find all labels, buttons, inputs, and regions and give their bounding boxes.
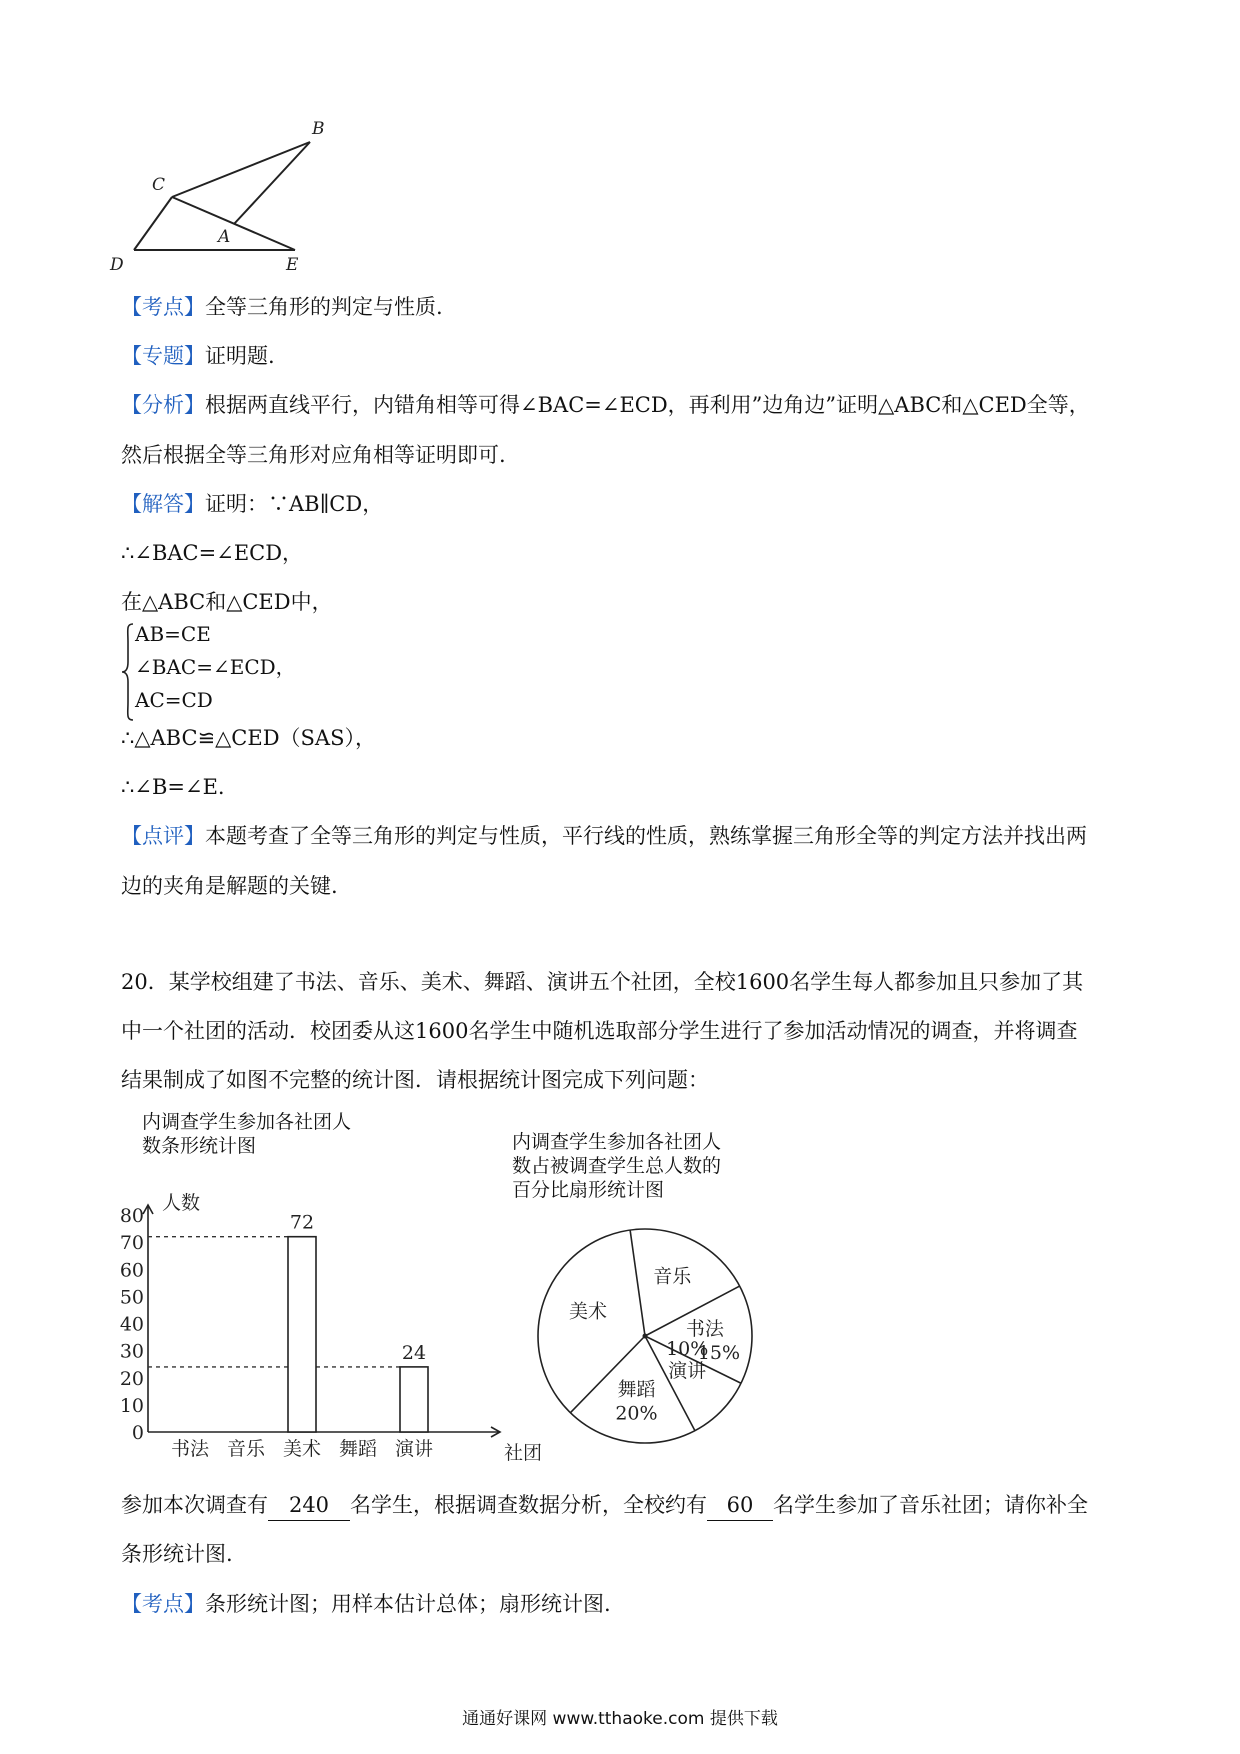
question-20-line-1: 20．某学校组建了书法、音乐、美术、舞蹈、演讲五个社团，全校1600名学生每人都参加且只参加了其 — [121, 970, 1084, 994]
fenxi-text: 根据两直线平行，内错角相等可得∠BAC=∠ECD，再利用”边角边”证明△ABC和△CED全等， — [205, 393, 1090, 417]
kaodian-text: 条形统计图；用样本估计总体；扇形统计图. — [205, 1592, 611, 1616]
answer-text-a: 参加本次调查有 — [121, 1493, 268, 1517]
segment-ba — [234, 142, 310, 224]
bar-value-label: 72 — [289, 1211, 315, 1234]
zhuanti-tag: 【专题】 — [121, 344, 205, 368]
equation-rows — [135, 618, 296, 717]
category-label: 书法 — [170, 1438, 210, 1460]
answer-blank-2: 60 — [707, 1490, 773, 1521]
pie-chart — [500, 1130, 770, 1470]
bar — [400, 1367, 428, 1432]
y-tick-label: 50 — [119, 1286, 144, 1309]
proof-step-3: ∴△ABC≌△CED（SAS）， — [121, 726, 376, 750]
kaodian-text: 全等三角形的判定与性质. — [205, 295, 443, 319]
y-tick-label: 60 — [119, 1259, 144, 1282]
dianping-line — [121, 821, 1087, 851]
page-footer: 通通好课网 www.tthaoke.com 提供下载 — [462, 1709, 778, 1729]
dianping-line-2: 边的夹角是解题的关键. — [121, 874, 338, 898]
y-tick-label: 30 — [119, 1340, 144, 1363]
pie-slice-label: 演讲 — [668, 1360, 707, 1383]
proof-step-2: 在△ABC和△CED中， — [121, 590, 333, 614]
zhuanti-text: 证明题. — [205, 344, 275, 368]
equation-row: AC=CD — [135, 688, 213, 712]
answer-text-b: 名学生，根据调查数据分析，全校约有 — [350, 1493, 707, 1517]
pie-slice-label: 美术 — [569, 1300, 608, 1323]
question-20-line-3: 结果制成了如图不完整的统计图．请根据统计图完成下列问题： — [121, 1068, 709, 1092]
pie-chart-title-1: 内调查学生参加各社团人 — [512, 1131, 722, 1153]
category-label: 音乐 — [226, 1438, 266, 1460]
y-tick-label: 10 — [119, 1394, 144, 1417]
fenxi-line-2: 然后根据全等三角形对应角相等证明即可. — [121, 443, 506, 467]
fenxi-tag: 【分析】 — [121, 393, 205, 417]
category-label: 美术 — [282, 1438, 322, 1460]
y-tick-label: 70 — [119, 1232, 144, 1255]
left-brace — [121, 622, 135, 722]
y-tick-label: 80 — [119, 1205, 144, 1227]
pie-slice-label: 音乐 — [653, 1265, 692, 1288]
equation-row: AB=CE — [135, 622, 211, 646]
point-label-c: C — [152, 175, 166, 195]
geometry-figure — [110, 120, 370, 280]
answer-text-c: 名学生参加了音乐社团；请你补全 — [773, 1493, 1088, 1517]
kaodian-tag: 【考点】 — [121, 1592, 205, 1616]
pie-chart-title-2: 数占被调查学生总人数的 — [512, 1155, 722, 1177]
kaodian-line-1 — [121, 292, 443, 322]
fenxi-line — [121, 390, 1090, 420]
pie-chart-svg — [500, 1130, 770, 1470]
category-label: 舞蹈 — [338, 1438, 378, 1460]
bar-chart-svg — [119, 1110, 543, 1470]
point-label-e: E — [286, 255, 299, 275]
y-axis-title: 人数 — [162, 1192, 201, 1214]
segment-cb — [172, 142, 310, 197]
answer-line-2: 条形统计图. — [121, 1542, 233, 1566]
bar-chart-title-2: 数条形统计图 — [142, 1135, 257, 1157]
segment-dc — [134, 197, 172, 250]
question-20-line-2: 中一个社团的活动．校团委从这1600名学生中随机选取部分学生进行了参加活动情况的调查，并将调查 — [121, 1019, 1078, 1043]
kaodian-line-2 — [121, 1589, 611, 1619]
y-tick-label: 0 — [131, 1422, 144, 1444]
jieda-text: 证明：∵AB∥CD， — [205, 492, 384, 516]
pie-slice-label: 舞蹈 — [617, 1378, 656, 1401]
y-tick-label: 20 — [119, 1367, 144, 1390]
proof-step-4: ∴∠B=∠E. — [121, 775, 225, 799]
point-label-b: B — [312, 119, 325, 139]
answer-line-1 — [121, 1490, 1088, 1521]
bar-chart — [119, 1110, 543, 1470]
proof-step-1: ∴∠BAC=∠ECD， — [121, 541, 304, 565]
jieda-tag: 【解答】 — [121, 492, 205, 516]
bar — [288, 1237, 316, 1432]
bar-chart-title-1: 内调查学生参加各社团人 — [142, 1111, 352, 1133]
pie-center — [643, 1334, 648, 1339]
dianping-text: 本题考查了全等三角形的判定与性质，平行线的性质，熟练掌握三角形全等的判定方法并找出两 — [205, 824, 1087, 848]
zhuanti-line — [121, 341, 275, 371]
equation-row: ∠BAC=∠ECD， — [135, 655, 296, 679]
point-label-a: A — [218, 227, 231, 247]
answer-blank-1: 240 — [268, 1490, 350, 1521]
pie-slice-label: 书法 — [685, 1318, 724, 1341]
y-tick-label: 40 — [119, 1313, 144, 1336]
point-label-d: D — [110, 255, 124, 275]
category-label: 演讲 — [394, 1438, 434, 1460]
pie-slice-percent: 15% — [697, 1342, 741, 1365]
x-axis-title: 社团 — [504, 1442, 543, 1464]
bar-value-label: 24 — [401, 1341, 427, 1364]
kaodian-tag: 【考点】 — [121, 295, 205, 319]
pie-slice-percent: 10% — [666, 1338, 709, 1361]
pie-chart-title-3: 百分比扇形统计图 — [512, 1179, 665, 1201]
pie-slice-percent: 20% — [615, 1402, 658, 1425]
dianping-tag: 【点评】 — [121, 824, 205, 848]
jieda-line — [121, 489, 383, 519]
